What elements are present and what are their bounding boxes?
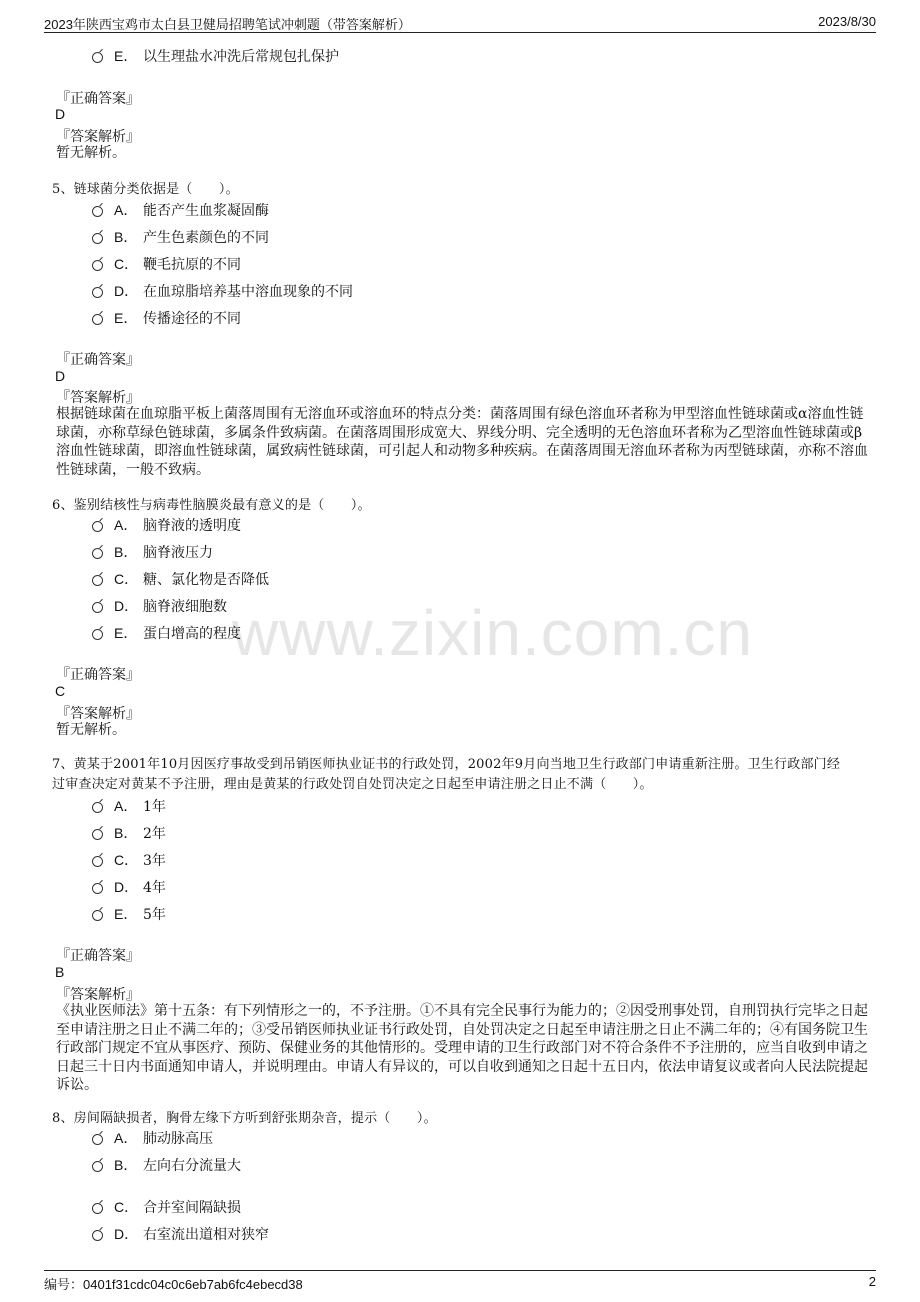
option-letter: D． (114, 598, 139, 614)
option-text: 蛋白增高的程度 (143, 626, 241, 642)
watermark: www.zixin.com.cn (232, 597, 753, 669)
option-letter: B． (114, 229, 138, 245)
option-text: 5年 (143, 907, 166, 923)
analysis-text: 根据链球菌在血琼脂平板上菌落周围有无溶血环或溶血环的特点分类：菌落周围有绿色溶血环者称为甲型溶血性链球菌或α溶血性链球菌，亦称草绿色链球菌，多属条件致病菌。在菌落周围形成宽大、界线分明、完全透明的无色溶血环者称为乙型溶血性链球菌或β溶血性链球菌，即溶血性链球菌，属致病性链球菌，可引起人和动物多种疾病。在菌落周围无溶血环者称为丙型链球菌，亦称不溶血性链球菌，一般不致病。 (56, 406, 868, 478)
radio-icon[interactable] (92, 1134, 103, 1145)
option-text: 脑脊液的透明度 (143, 518, 241, 534)
option-letter: E． (114, 625, 138, 641)
radio-icon[interactable] (92, 910, 103, 921)
radio-icon[interactable] (92, 629, 103, 640)
analysis-label: 『答案解析』 (56, 390, 140, 406)
radio-icon[interactable] (92, 521, 103, 532)
option-text: 3年 (143, 853, 166, 869)
answer-label: 『正确答案』 (56, 352, 140, 368)
radio-icon[interactable] (92, 602, 103, 613)
radio-icon[interactable] (92, 314, 103, 325)
correct-answer: D (55, 106, 66, 122)
option-letter: B． (114, 825, 138, 841)
answer-label: 『正确答案』 (56, 667, 140, 683)
analysis-text: 暂无解析。 (56, 145, 126, 161)
radio-icon[interactable] (92, 1203, 103, 1214)
document-title: 2023年陕西宝鸡市太白县卫健局招聘笔试冲刺题（带答案解析） (44, 17, 411, 32)
radio-icon[interactable] (92, 260, 103, 271)
option-letter: A． (114, 798, 138, 814)
radio-icon[interactable] (92, 802, 103, 813)
answer-label: 『正确答案』 (56, 948, 140, 964)
radio-icon[interactable] (92, 829, 103, 840)
option-text: 鞭毛抗原的不同 (143, 257, 241, 273)
option-text: 合并室间隔缺损 (143, 1200, 241, 1216)
radio-icon[interactable] (92, 1230, 103, 1241)
option-text: 右室流出道相对狭窄 (143, 1227, 269, 1243)
radio-icon[interactable] (92, 548, 103, 559)
radio-icon[interactable] (92, 883, 103, 894)
analysis-text: 《执业医师法》第十五条：有下列情形之一的，不予注册。①不具有完全民事行为能力的；②因受刑事处罚，自刑罚执行完毕之日起至申请注册之日止不满二年的；③受吊销医师执业证书行政处罚，自处罚决定之日起至申请注册之日止不满二年的；④有国务院卫生行政部门规定不宜从事医疗、预防、保健业务的其他情形的。受理申请的卫生行政部门对不符合条件不予注册的，应当自收到申请之日起三十日内书面通知申请人，并说明理由。申请人有异议的，可以自收到通知之日起十五日内，依法申请复议或者向人民法院提起诉讼。 (56, 1003, 868, 1093)
option-text: 1年 (143, 799, 166, 815)
radio-icon[interactable] (92, 206, 103, 217)
option-text: 以生理盐水冲洗后常规包扎保护 (143, 49, 339, 65)
document-code: 编号：0401f31cdc04c0c6eb7ab6fc4ebecd38 (44, 1277, 303, 1292)
page-footer (44, 1270, 876, 1293)
question-stem: 6、鉴别结核性与病毒性脑膜炎最有意义的是（ ）。 (52, 498, 371, 513)
radio-icon[interactable] (92, 856, 103, 867)
option-letter: D． (114, 879, 139, 895)
option-letter: D． (114, 1226, 139, 1242)
analysis-label: 『答案解析』 (56, 129, 140, 145)
radio-icon[interactable] (92, 1161, 103, 1172)
option-letter: A． (114, 1130, 138, 1146)
analysis-label: 『答案解析』 (56, 987, 140, 1003)
option-text: 传播途径的不同 (143, 311, 241, 327)
option-text: 4年 (143, 880, 166, 896)
option-letter: C． (114, 1199, 139, 1215)
option-letter: C． (114, 571, 139, 587)
option-letter: D． (114, 283, 139, 299)
answer-label: 『正确答案』 (56, 91, 140, 107)
option-text: 能否产生血浆凝固酶 (143, 203, 269, 219)
analysis-text: 暂无解析。 (56, 722, 126, 738)
option-letter: C． (114, 852, 139, 868)
page-number: 2 (868, 1274, 876, 1289)
option-text: 脑脊液压力 (143, 545, 213, 561)
option-text: 产生色素颜色的不同 (143, 230, 269, 246)
option-letter: C． (114, 256, 139, 272)
option-letter: B． (114, 544, 138, 560)
radio-icon[interactable] (92, 575, 103, 586)
option-letter: E． (114, 48, 138, 64)
option-text: 左向右分流量大 (143, 1158, 241, 1174)
question-stem: 5、链球菌分类依据是（ ）。 (52, 182, 239, 197)
option-letter: E． (114, 906, 138, 922)
option-text: 在血琼脂培养基中溶血现象的不同 (143, 284, 353, 300)
option-letter: E． (114, 310, 138, 326)
correct-answer: C (55, 683, 66, 699)
document-date: 2023/8/30 (818, 14, 876, 29)
option-letter: B． (114, 1157, 138, 1173)
option-text: 糖、氯化物是否降低 (143, 572, 269, 588)
question-stem: 7、黄某于2001年10月因医疗事故受到吊销医师执业证书的行政处罚，2002年9月向当地卫生行政部门申请重新注册。卫生行政部门经过审查决定对黄某不予注册，理由是黄某的行政处罚自处罚决定之日起至申请注册之日止不满（ ）。 (52, 757, 841, 792)
correct-answer: D (55, 368, 66, 384)
option-letter: A． (114, 517, 138, 533)
option-text: 肺动脉高压 (143, 1131, 213, 1147)
option-text: 2年 (143, 826, 166, 842)
page-header (44, 12, 876, 33)
option-text: 脑脊液细胞数 (143, 599, 227, 615)
analysis-label: 『答案解析』 (56, 706, 140, 722)
radio-icon[interactable] (92, 52, 103, 63)
option-letter: A． (114, 202, 138, 218)
correct-answer: B (55, 964, 65, 980)
question-stem: 8、房间隔缺损者，胸骨左缘下方听到舒张期杂音，提示（ ）。 (52, 1111, 437, 1126)
radio-icon[interactable] (92, 233, 103, 244)
radio-icon[interactable] (92, 287, 103, 298)
